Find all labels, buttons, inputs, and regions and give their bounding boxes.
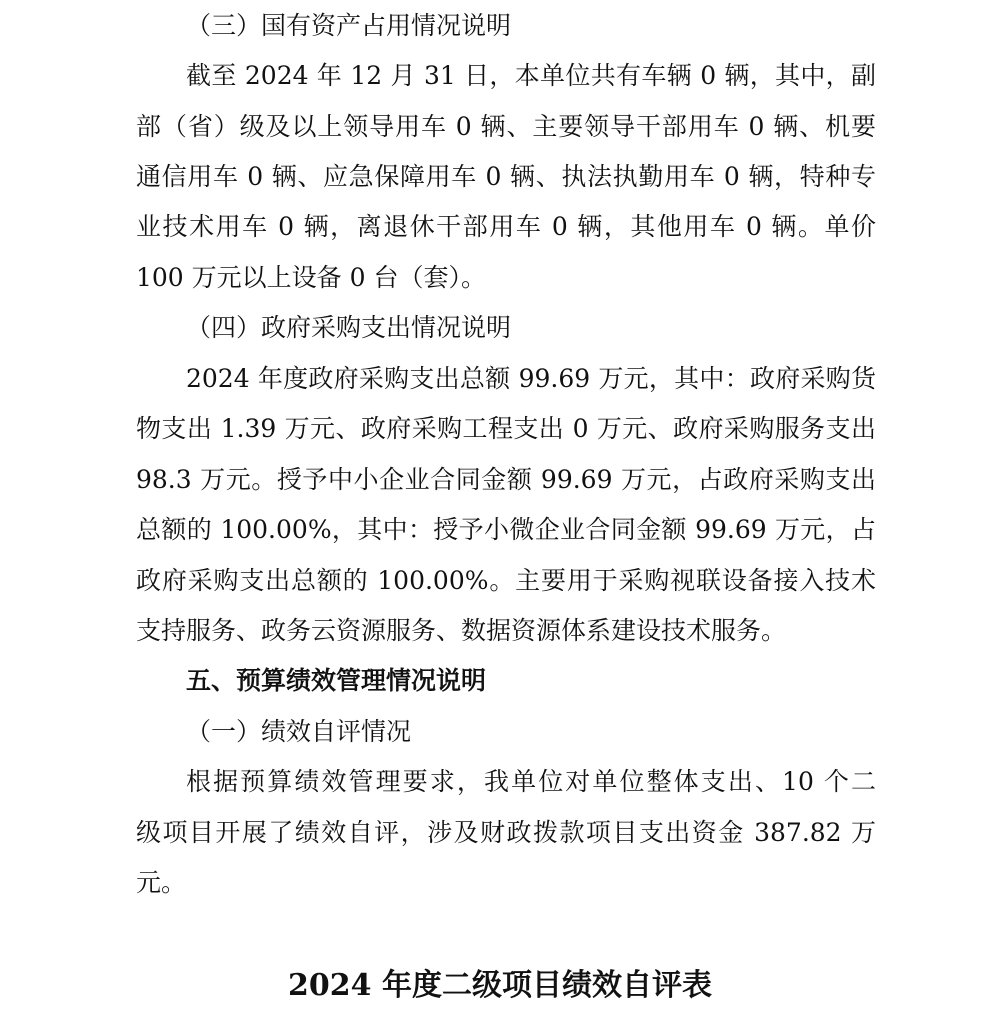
table-title: 2024 年度二级项目绩效自评表	[288, 968, 712, 1003]
paragraph-line: 98.3 万元。授予中小企业合同金额 99.69 万元，占政府采购支出	[136, 465, 876, 494]
paragraph-line: 截至 2024 年 12 月 31 日，本单位共有车辆 0 辆，其中，副	[186, 61, 876, 90]
paragraph-line: 业技术用车 0 辆，离退休干部用车 0 辆，其他用车 0 辆。单价	[136, 212, 876, 241]
paragraph-line: 2024 年度政府采购支出总额 99.69 万元，其中：政府采购货	[186, 364, 876, 393]
subsection-heading-self-evaluation: （一）绩效自评情况	[186, 717, 412, 746]
section-heading-performance: 五、预算绩效管理情况说明	[186, 666, 487, 695]
paragraph-line: 支持服务、政务云资源服务、数据资源体系建设技术服务。	[136, 616, 787, 645]
paragraph-line: 根据预算绩效管理要求，我单位对单位整体支出、10 个二	[186, 767, 876, 796]
paragraph-line: 部（省）级及以上领导用车 0 辆、主要领导干部用车 0 辆、机要	[136, 112, 876, 141]
paragraph-line: 政府采购支出总额的 100.00%。主要用于采购视联设备接入技术	[136, 566, 876, 595]
section-heading-assets: （三）国有资产占用情况说明	[186, 11, 512, 40]
paragraph-line: 元。	[136, 868, 187, 897]
paragraph-line: 通信用车 0 辆、应急保障用车 0 辆、执法执勤用车 0 辆，特种专	[136, 162, 876, 191]
paragraph-line: 物支出 1.39 万元、政府采购工程支出 0 万元、政府采购服务支出	[136, 414, 876, 443]
section-heading-procurement: （四）政府采购支出情况说明	[186, 313, 512, 342]
paragraph-line: 总额的 100.00%，其中：授予小微企业合同金额 99.69 万元，占	[136, 515, 876, 544]
paragraph-line: 级项目开展了绩效自评，涉及财政拨款项目支出资金 387.82 万	[136, 818, 876, 847]
paragraph-line: 100 万元以上设备 0 台（套）。	[136, 263, 486, 292]
